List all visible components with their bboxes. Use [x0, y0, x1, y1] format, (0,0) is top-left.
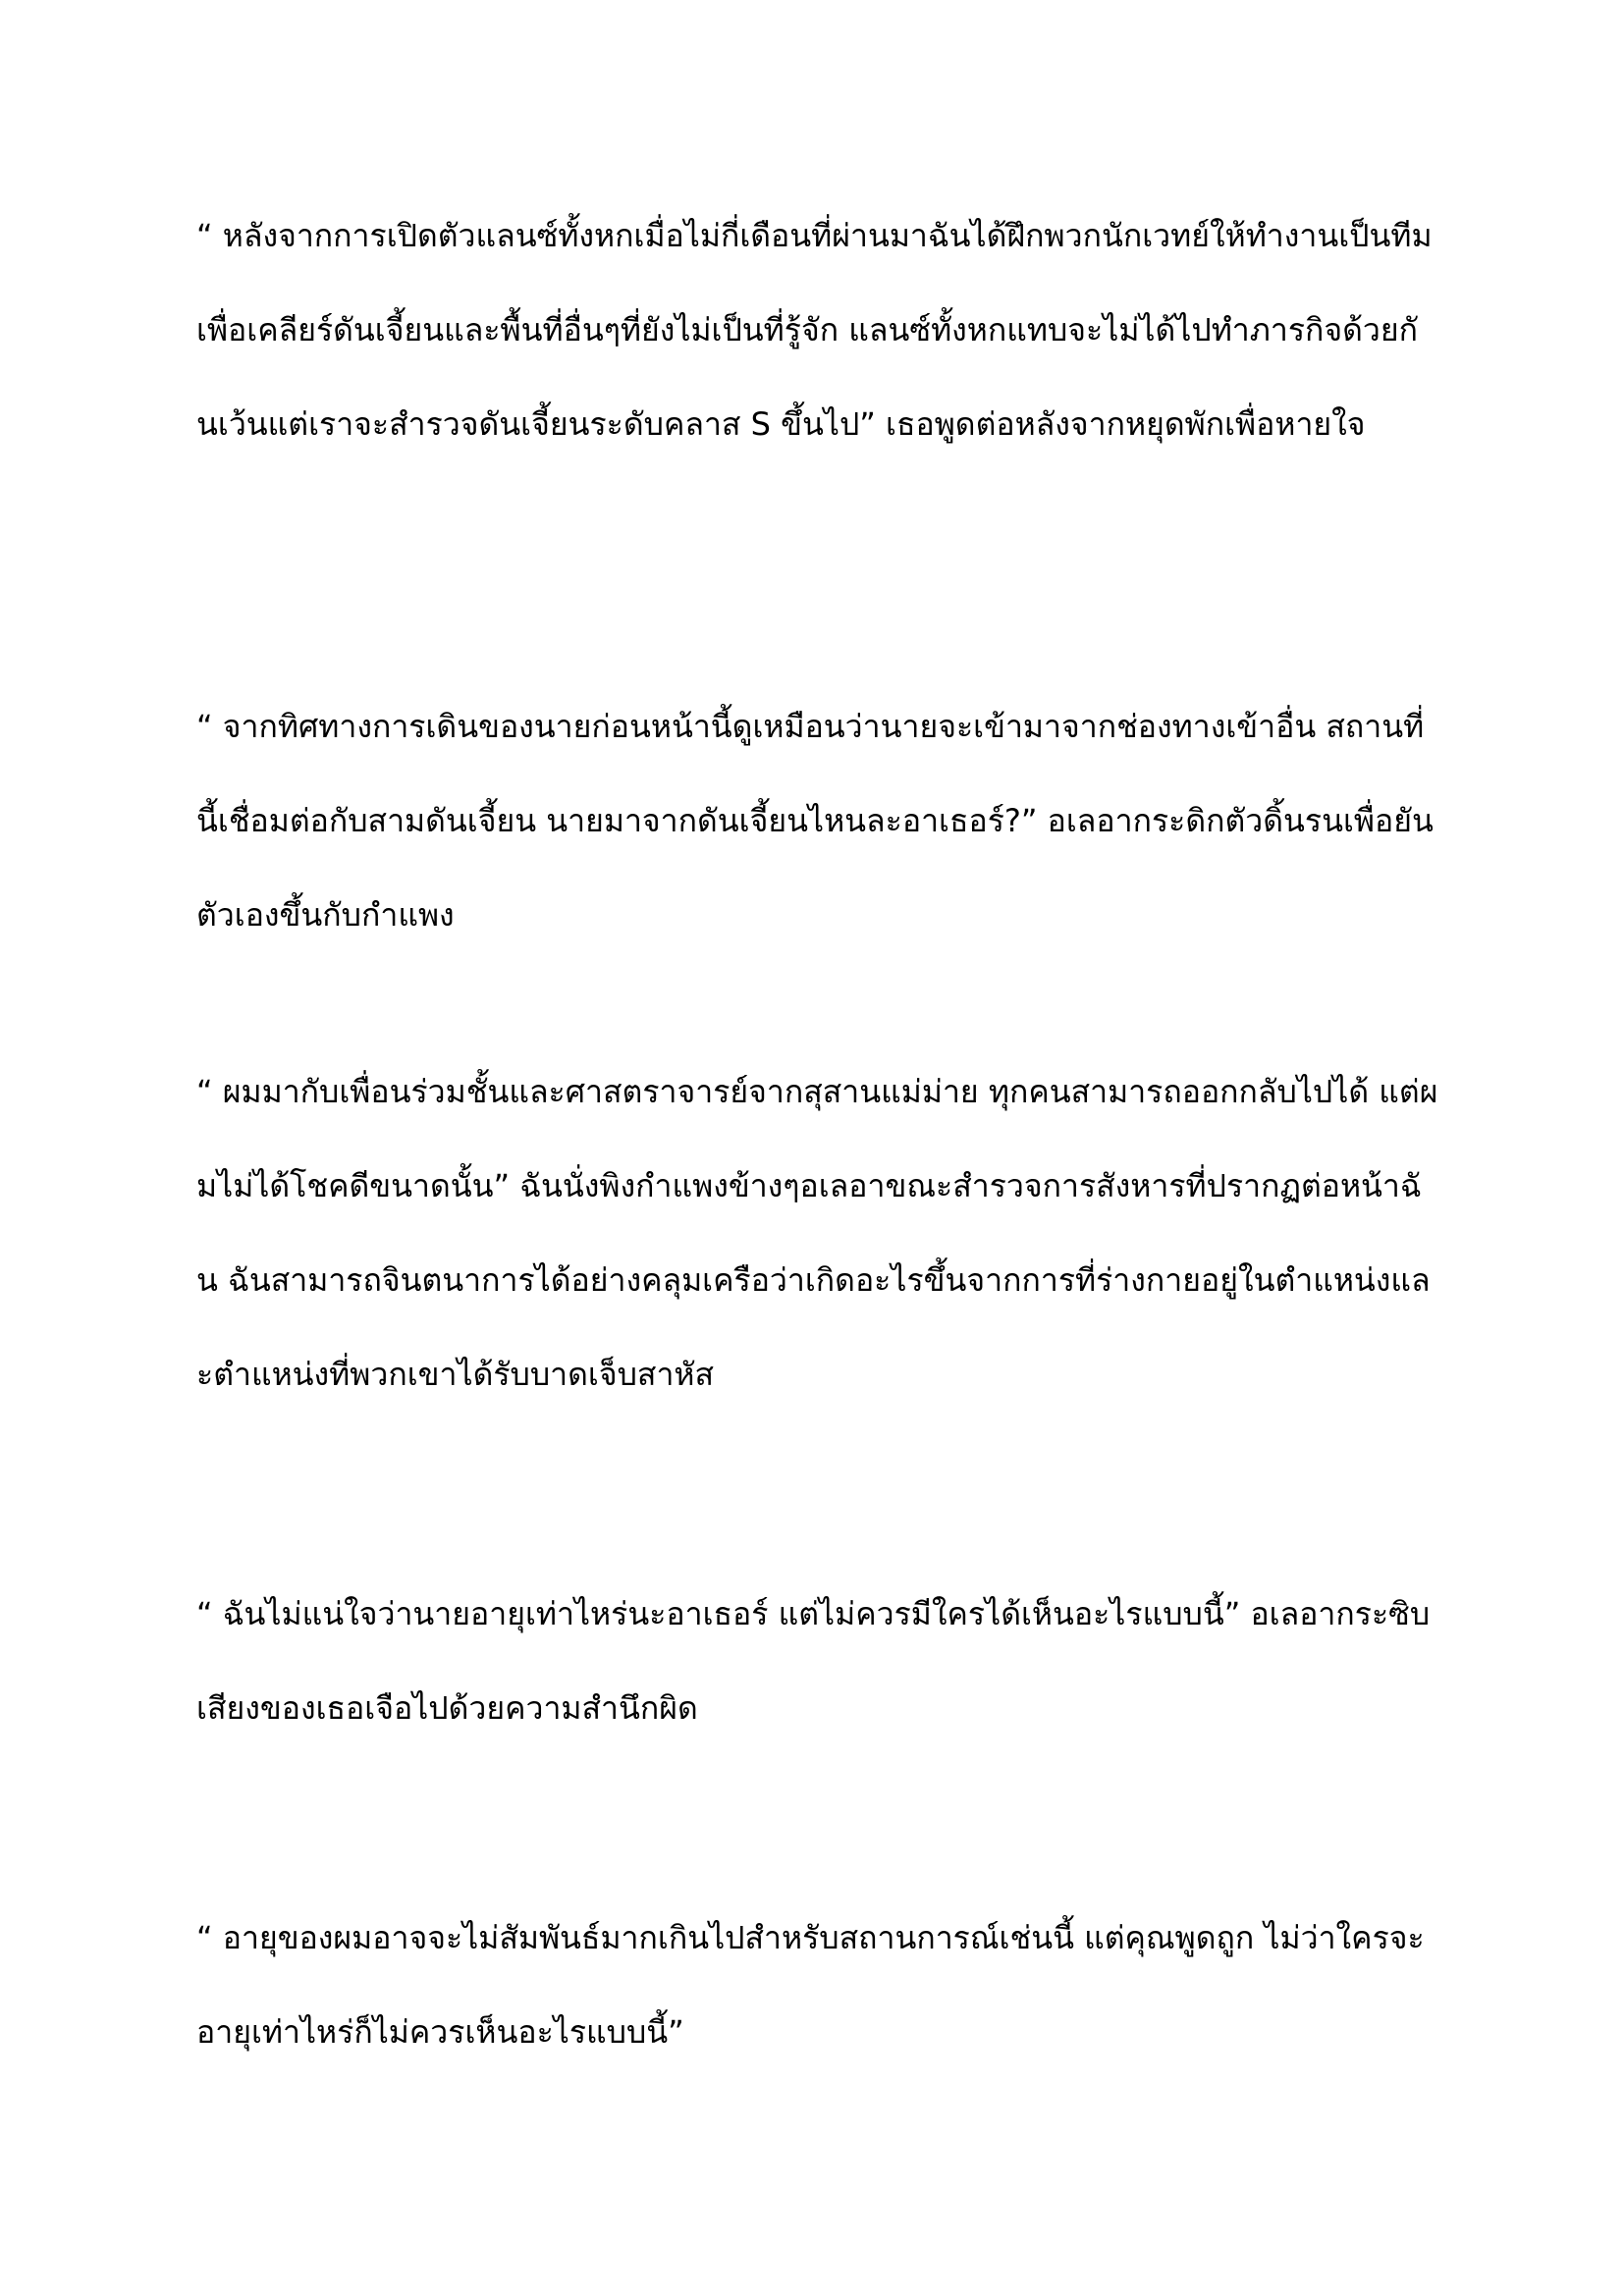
paragraph-5: “ อายุของผมอาจจะไม่สัมพันธ์มากเกินไปสำหรับสถานการณ์เช่นนี้ แต่คุณพูดถูก ไม่ว่าใครจะอายุเท่าไหร่ก็ไม่ควรเห็นอะไรแบบนี้” [196, 1919, 1425, 2051]
paragraph-4: “ ฉันไม่แน่ใจว่านายอายุเท่าไหร่นะอาเธอร์ แต่ไม่ควรมีใครได้เห็นอะไรแบบนี้” อเลอากระซิบ เสียงของเธอเจือไปด้วยความสำนึกผิด [196, 1595, 1431, 1727]
paragraph-1: “ หลังจากการเปิดตัวแลนซ์ทั้งหกเมื่อไม่กี่เดือนที่ผ่านมาฉันได้ฝึกพวกนักเวทย์ให้ทำงานเป็นทีมเพื่อเคลียร์ดันเจี้ยนและพื้นที่อื่นๆที่ยังไม่เป็นที่รู้จัก แลนซ์ทั้งหกแทบจะไม่ได้ไปทำภารกิจด้วยกันเว้นแต่เราจะสำรวจดันเจี้ยนระดับคลาส S ขึ้นไป” เธอพูดต่อหลังจากหยุดพักเพื่อหายใจ [196, 217, 1433, 443]
paragraph-3: “ ผมมากับเพื่อนร่วมชั้นและศาสตราจารย์จากสุสานแม่ม่าย ทุกคนสามารถออกกลับไปได้ แต่ผมไม่ได้โชคดีขนาดนั้น” ฉันนั่งพิงกำแพงข้างๆอเลอาขณะสำรวจการสังหารที่ปรากฏต่อหน้าฉัน ฉันสามารถจินตนาการได้อย่างคลุมเครือว่าเกิดอะไรขึ้นจากการที่ร่างกายอยู่ในตำแหน่งและตำแหน่งที่พวกเขาได้รับบาดเจ็บสาหัส [196, 1073, 1438, 1393]
paragraph-2: “ จากทิศทางการเดินของนายก่อนหน้านี้ดูเหมือนว่านายจะเข้ามาจากช่องทางเข้าอื่น สถานที่นี้เชื่อมต่อกับสามดันเจี้ยน นายมาจากดันเจี้ยนไหนละอาเธอร์?” อเลอากระดิกตัวดิ้นรนเพื่อยันตัวเองขึ้นกับกำแพง [196, 708, 1434, 934]
